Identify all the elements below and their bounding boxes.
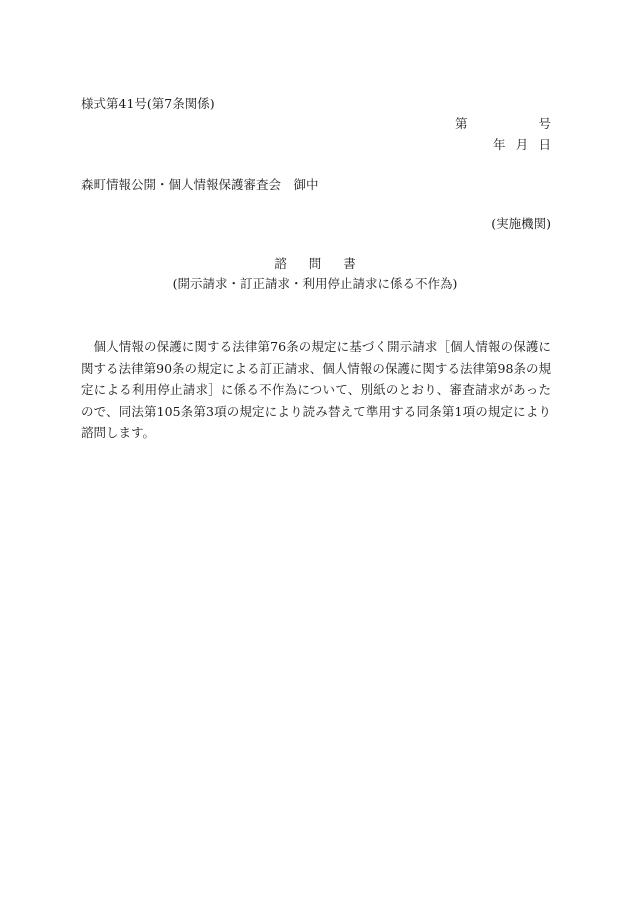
document-date: [493, 139, 551, 152]
date-year: 年: [493, 137, 506, 152]
date-day: 日: [538, 137, 551, 152]
document-number-suffix: 号: [538, 116, 551, 131]
document-title: [0, 258, 630, 271]
body-paragraph: 個人情報の保護に関する法律第76条の規定に基づく開示請求［個人情報の保護に関する法律第90条の規定による訂正請求、個人情報の保護に関する法律第98条の規定による利用停止請求］に係る不作為について、別紙のとおり、審査請求があったので、同法第105条第3項の規定により読み替えて準用する同条第1項の規定により諮問します。: [81, 339, 551, 440]
date-month: 月: [515, 137, 529, 152]
executing-agency: (実施機関): [491, 216, 551, 231]
document-subtitle: (開示請求・訂正請求・利用停止請求に係る不作為): [172, 276, 458, 291]
addressee: 森町情報公開・個人情報保護審査会 御中: [81, 177, 319, 192]
document-title-text: 諮問書: [274, 256, 378, 271]
document-number-prefix: 第: [455, 116, 468, 131]
document-number: [455, 118, 551, 131]
form-number: 様式第41号(第7条関係): [81, 96, 215, 111]
